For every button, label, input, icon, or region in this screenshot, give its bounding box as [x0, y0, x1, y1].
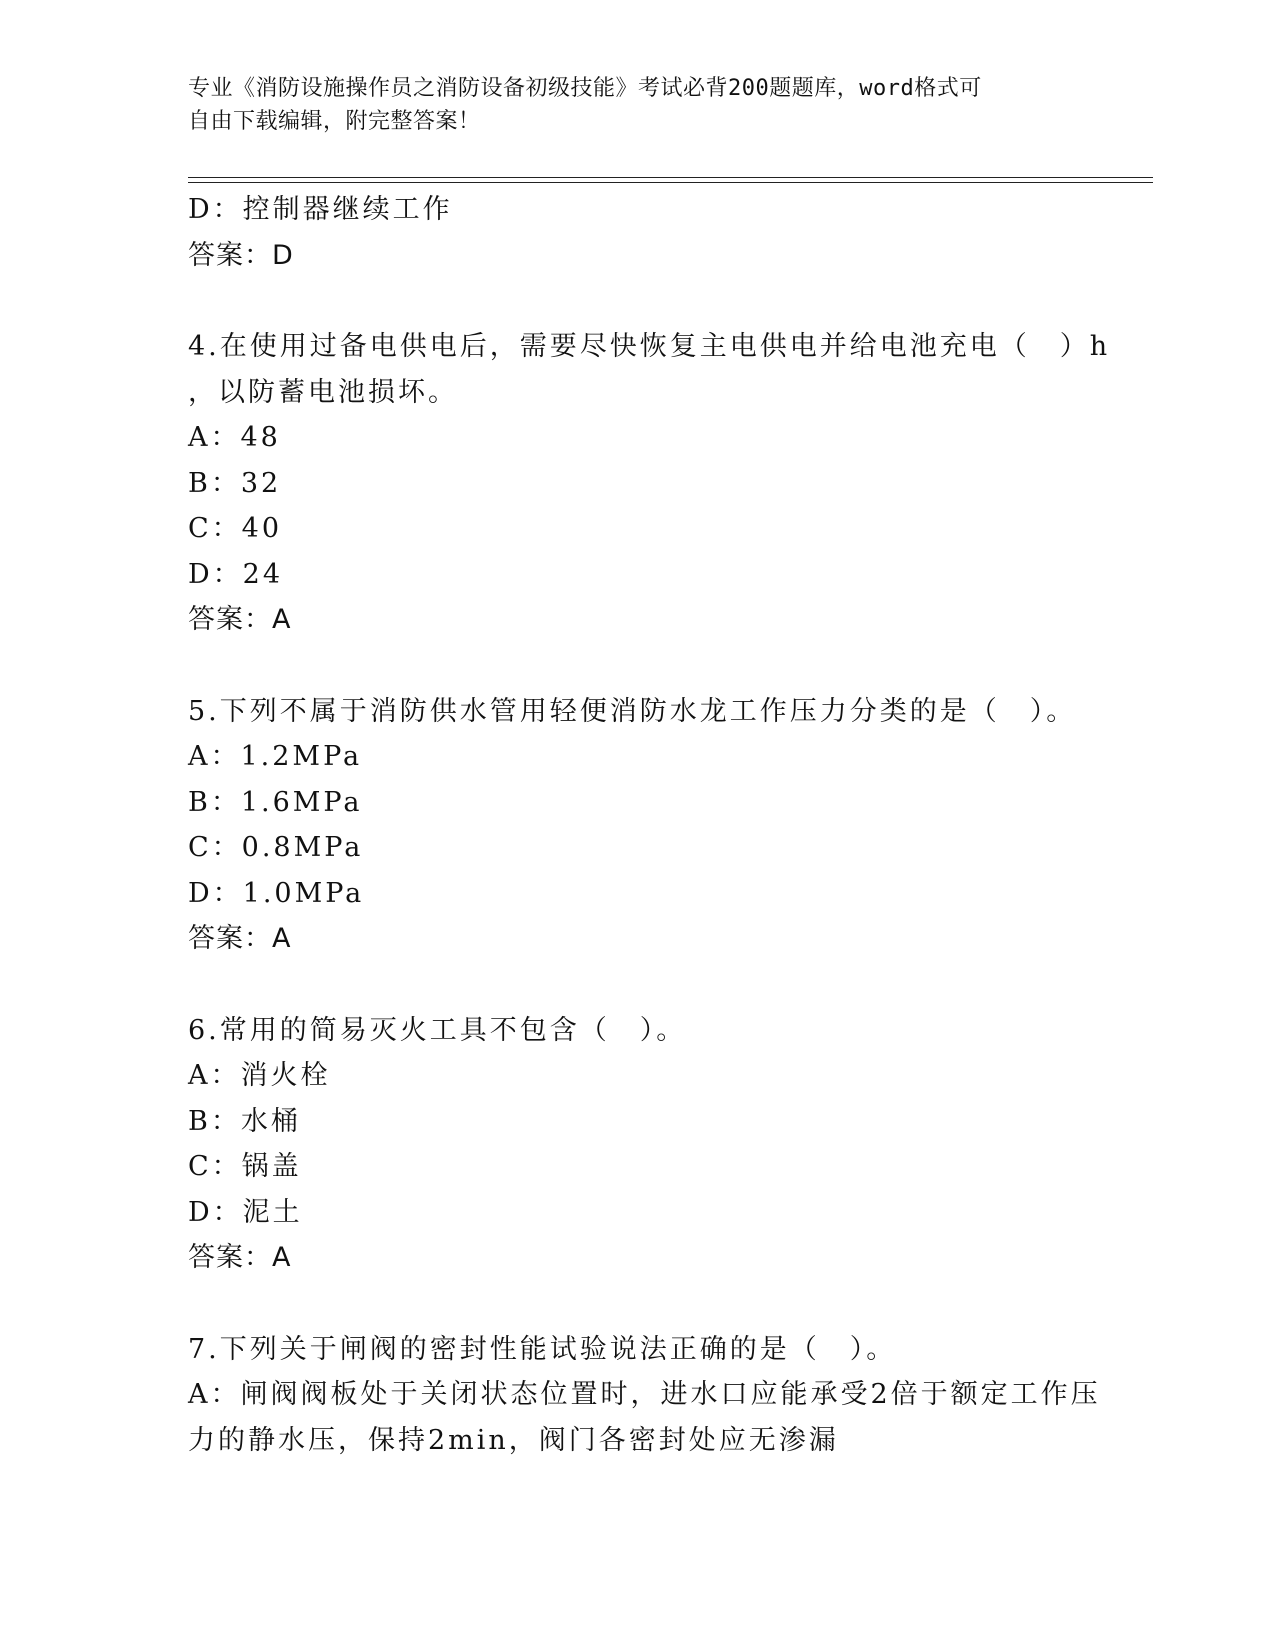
question-stem: 6.常用的简易灭火工具不包含（ ）。	[188, 1014, 687, 1046]
question-6	[188, 1008, 1088, 1281]
option-c: C：0.8MPa	[188, 832, 364, 863]
spacer	[188, 643, 1088, 689]
answer-line: 答案：A	[188, 923, 292, 954]
option-a: A：1.2MPa	[188, 741, 363, 772]
option-d: D：1.0MPa	[188, 877, 365, 909]
answer-line: 答案：D	[188, 239, 294, 271]
question-stem: 5.下列不属于消防供水管用轻便消防水龙工作压力分类的是（ ）。	[188, 695, 1077, 727]
option-b: B：32	[188, 467, 282, 499]
page-header	[188, 72, 1088, 138]
option-d: D：24	[188, 558, 284, 590]
header-rule-bottom	[188, 182, 1153, 183]
question-stem: 4.在使用过备电供电后，需要尽快恢复主电供电并给电池充电（ ）h	[188, 331, 1111, 362]
header-rule-top	[188, 177, 1153, 178]
option-a: A：消火栓	[188, 1060, 331, 1091]
question-4	[188, 324, 1111, 643]
question-content	[188, 187, 1111, 1463]
option-b: B：水桶	[188, 1105, 301, 1137]
option-b: B：1.6MPa	[188, 786, 363, 818]
header-line-2: 自由下载编辑，附完整答案！	[188, 109, 481, 134]
answer-line: 答案：A	[188, 604, 292, 635]
option-a-continued: 力的静水压，保持2min，阀门各密封处应无渗漏	[188, 1424, 839, 1456]
option-d: D：泥土	[188, 1196, 303, 1228]
option-a: A：闸阀阀板处于关闭状态位置时，进水口应能承受2倍于额定工作压	[188, 1379, 1101, 1410]
option-c: C：40	[188, 513, 283, 544]
header-line-1: 专业《消防设施操作员之消防设备初级技能》考试必背200题题库，word格式可	[188, 76, 982, 101]
question-5	[188, 689, 1088, 962]
spacer	[188, 278, 1088, 324]
answer-line: 答案：A	[188, 1242, 292, 1273]
option-a: A：48	[188, 422, 281, 453]
question-stem-continued: ，以防蓄电池损坏。	[188, 376, 458, 408]
spacer	[188, 1281, 1088, 1327]
question-7	[188, 1327, 1101, 1464]
question-stem: 7.下列关于闸阀的密封性能试验说法正确的是（ ）。	[188, 1333, 897, 1365]
spacer	[188, 962, 1088, 1008]
option-c: C：锅盖	[188, 1151, 302, 1182]
option-d: D：控制器继续工作	[188, 194, 453, 225]
